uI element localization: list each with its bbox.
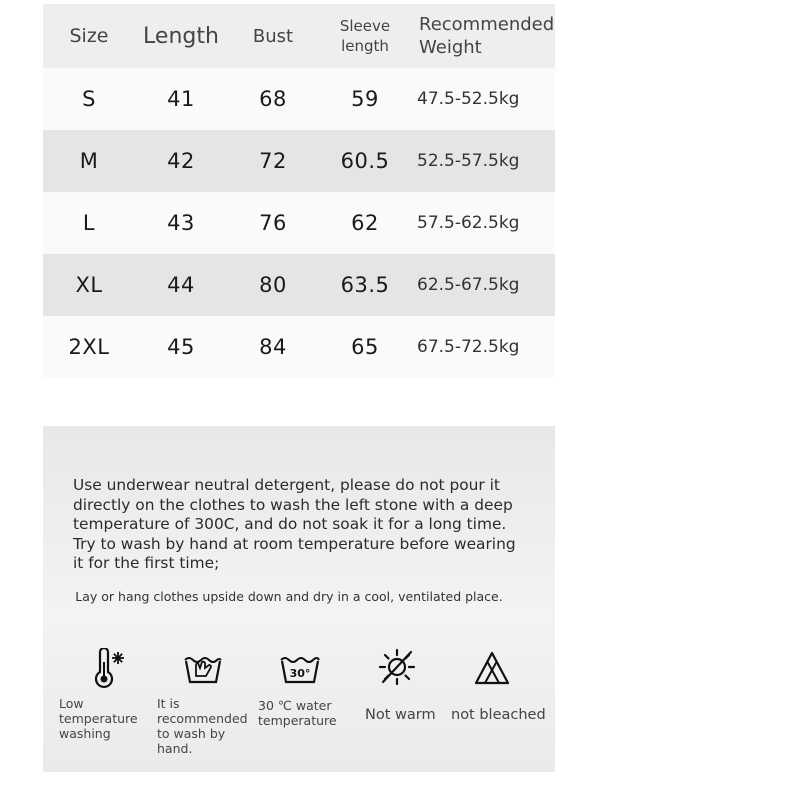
cell-bust: 84	[259, 335, 287, 359]
cell-weight: 57.5-62.5kg	[417, 213, 520, 233]
header-recommended-weight: Recommended Weight	[419, 14, 555, 58]
cell-bust: 68	[259, 87, 287, 111]
size-chart-table	[43, 4, 555, 378]
cell-length: 42	[167, 149, 195, 173]
thermometer-snowflake-icon	[91, 648, 127, 688]
cell-size: S	[82, 87, 96, 111]
cell-sleeve: 59	[351, 87, 379, 111]
drying-instructions-text: Lay or hang clothes upside down and dry in a cool, ventilated place.	[75, 589, 503, 604]
care-instructions-panel	[43, 426, 555, 772]
cell-sleeve: 63.5	[340, 273, 390, 297]
table-row	[43, 68, 555, 130]
icon-label-hand-wash: It is recommended to wash by hand.	[157, 696, 248, 756]
cell-length: 45	[167, 335, 195, 359]
hand-wash-icon	[183, 654, 223, 684]
table-row	[43, 130, 555, 192]
wash-30-icon-text: 30°	[289, 667, 311, 680]
header-bust: Bust	[252, 25, 294, 47]
cell-sleeve: 62	[351, 211, 379, 235]
washing-instructions-text: Use underwear neutral detergent, please do not pour it directly on the clothes to wash the left stone with a deep temperature of 300C, and do not soak it for a long time. Try to wash by hand at room temperature before wearing it for the first time;	[73, 476, 516, 572]
cell-size: 2XL	[68, 335, 110, 359]
header-size: Size	[69, 25, 109, 47]
table-header-row	[43, 4, 555, 68]
table-row	[43, 192, 555, 254]
header-length: Length	[143, 23, 219, 49]
cell-weight: 62.5-67.5kg	[417, 275, 520, 295]
cell-bust: 72	[259, 149, 287, 173]
icon-label-30-degree: 30 ℃ water temperature	[258, 698, 337, 728]
cell-weight: 52.5-57.5kg	[417, 151, 520, 171]
cell-sleeve: 60.5	[340, 149, 390, 173]
cell-bust: 80	[259, 273, 287, 297]
cell-bust: 76	[259, 211, 287, 235]
table-row	[43, 254, 555, 316]
sun-crossed-icon	[377, 648, 417, 686]
table-row	[43, 316, 555, 378]
cell-size: M	[79, 149, 99, 173]
cell-size: XL	[75, 273, 103, 297]
header-sleeve-length: Sleeve length	[339, 17, 391, 55]
icon-label-low-temperature: Low temperature washing	[59, 696, 138, 741]
icon-label-not-bleached: not bleached	[451, 707, 546, 723]
cell-sleeve: 65	[351, 335, 379, 359]
cell-length: 41	[167, 87, 195, 111]
cell-weight: 47.5-52.5kg	[417, 89, 520, 109]
cell-length: 44	[167, 273, 195, 297]
cell-length: 43	[167, 211, 195, 235]
cell-size: L	[82, 211, 96, 235]
wash-30-icon	[279, 654, 321, 684]
cell-weight: 67.5-72.5kg	[417, 337, 520, 357]
no-bleach-icon	[473, 650, 511, 686]
icon-label-not-warm: Not warm	[365, 707, 436, 723]
